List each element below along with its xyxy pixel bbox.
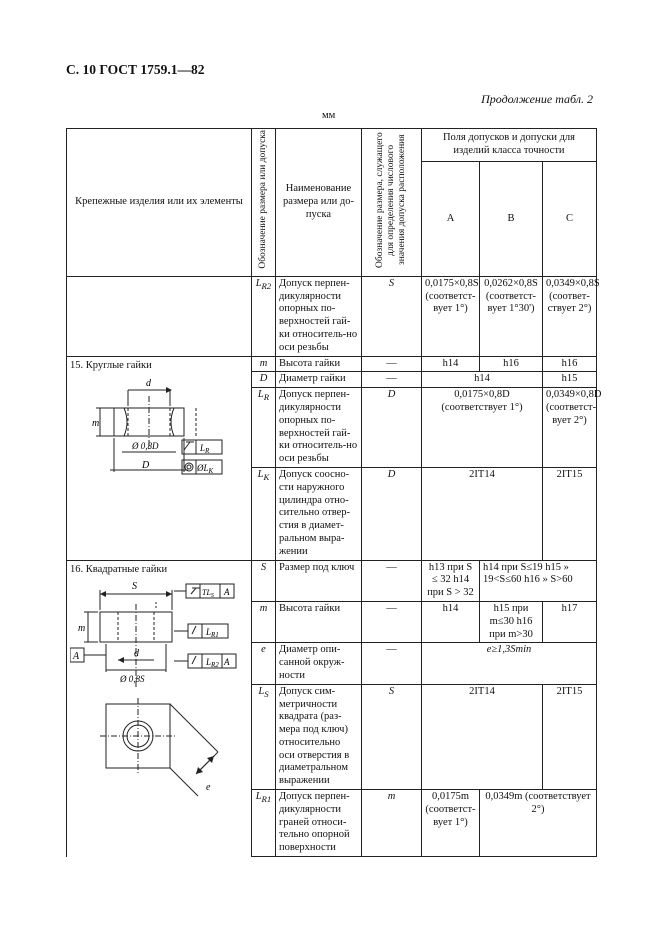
label-lr2: $L_{R2}$ [206,657,219,670]
row-reference: — [362,356,422,372]
row-reference: — [362,560,422,601]
row-symbol: e [252,643,276,684]
label-lr: $L_R$ [200,443,210,456]
round-nut-drawing-svg [70,372,250,490]
row-symbol: m [252,601,276,642]
row-class-abc: e≥1,3Smin [422,643,597,684]
header-reference: Обозначение размера, служащего для определения числового значения допуска расположения [362,129,422,277]
row-symbol: D [252,372,276,388]
continuation-label: Продолжение табл. 2 [481,92,593,106]
tolerance-table [66,128,602,857]
square-nut-drawing-svg [70,576,250,844]
label-lr2-A: A [224,657,230,668]
row-class-ab: 2IT14 [422,684,543,789]
row-class-ab: 0,0175×0,8D (соответствует 1°) [422,388,543,468]
row-class-a: h14 [422,356,480,372]
section-15-title: 15. Круглые гайки [70,359,152,371]
row-class-a: 0,0175×0,8S (соответст-вует 1°) [422,276,480,356]
row-name: Допуск перпен-дикулярности граней относи-тельно опорной поверхности [276,790,362,857]
row-class-ab: 2IT14 [422,467,543,560]
row-class-a: h13 при S ≤ 32 h14 при S > 32 [422,560,480,601]
label-d: d [146,378,151,390]
row-reference: D [362,388,422,468]
row-symbol: $L_R$ [252,388,276,468]
header-class-a: A [422,162,480,277]
row-reference: S [362,276,422,356]
row-name: Диаметр гайки [276,372,362,388]
row-class-c: 0,0349×0,8S (соответ-ствует 2°) [543,276,597,356]
header-name: Наименование размера или до-пуска [276,129,362,277]
label-e: e [206,782,211,794]
label-datum-A: A [73,651,80,663]
row-reference: — [362,643,422,684]
row-symbol: S [252,560,276,601]
round-nut-drawing [70,372,248,490]
row-class-bc: 0,0349m (соответствует 2°) [480,790,597,857]
header-designation: Обозначение размера или допуска [252,129,276,277]
row-name: Диаметр опи-санной окруж-ности [276,643,362,684]
label-lk: $ØL_K$ [197,463,214,476]
row-class-c: h15 [543,372,597,388]
row-class-c: h17 [543,601,597,642]
row-class-ab: h14 [422,372,543,388]
label-m: m [92,418,100,430]
section-16-title: 16. Квадратные гайки [70,563,168,575]
section-15-cell [67,356,252,560]
row-class-b: h15 при m≤30 h16 при m>30 [480,601,543,642]
row-class-c: 0,0349×0,8D (соответст-вует 2°) [543,388,597,468]
row-class-bc: h14 при S≤19 h15 » 19<S≤60 h16 » S>60 [480,560,597,601]
row-name: Допуск перпен-дикулярности опорных по-верхностей гай-ки относитель-но оси резьбы [276,276,362,356]
row-class-c: h16 [543,356,597,372]
header-group: Поля допусков и допуски для изделий класса точности [422,129,597,162]
label-tA: A [224,587,230,598]
row-class-a: h14 [422,601,480,642]
label-S: S [132,581,137,593]
row-reference: S [362,684,422,789]
label-D: D [142,460,150,472]
row-name: Допуск соосно-сти наружного цилиндра отно-сительно отвер-стия в диамет-ральном выра-жении [276,467,362,560]
label-m: m [78,623,86,635]
row-class-c: 2IT15 [543,467,597,560]
row-reference: — [362,372,422,388]
square-nut-drawing [70,576,248,844]
header-class-b: B [480,162,543,277]
row-class-a: 0,0175m (соответст-вует 1°) [422,790,480,857]
label-08d: Ø 0,8D [132,441,159,452]
header-elements: Крепежные изделия или их элементы [67,129,252,277]
row-name: Размер под ключ [276,560,362,601]
label-08s: Ø 0,8S [120,674,145,685]
label-d: d [134,648,139,660]
row-symbol: m [252,356,276,372]
row-class-b: 0,0262×0,8S (соответст-вует 1°30') [480,276,543,356]
section-16-cell [67,560,252,857]
row-reference: — [362,601,422,642]
page-header: С. 10 ГОСТ 1759.1—82 [66,62,205,77]
empty-cell [67,276,252,356]
row-symbol: $L_K$ [252,467,276,560]
row-name: Допуск сим-метричности квадрата (раз-мера под ключ) относительно оси отверстия в диаметральном выражении [276,684,362,789]
row-name: Высота гайки [276,356,362,372]
table-header-row [67,129,597,162]
row-symbol: $L_{R1}$ [252,790,276,857]
row-symbol: $L_{R2}$ [252,276,276,356]
label-lr1: $L_{R1}$ [206,627,219,640]
row-reference: m [362,790,422,857]
table-row [67,356,597,372]
row-class-c: 2IT15 [543,684,597,789]
row-symbol: $L_S$ [252,684,276,789]
row-class-b: h16 [480,356,543,372]
row-name: Допуск перпен-дикулярности опорных по-верхностей гай-ки относитель-но оси резьбы [276,388,362,468]
header-class-c: C [543,162,597,277]
row-name: Высота гайки [276,601,362,642]
unit-label: мм [322,110,336,121]
row-reference: D [362,467,422,560]
table-row [67,560,597,601]
table-row [67,276,597,356]
label-ts: $TL_S$ [202,588,214,600]
